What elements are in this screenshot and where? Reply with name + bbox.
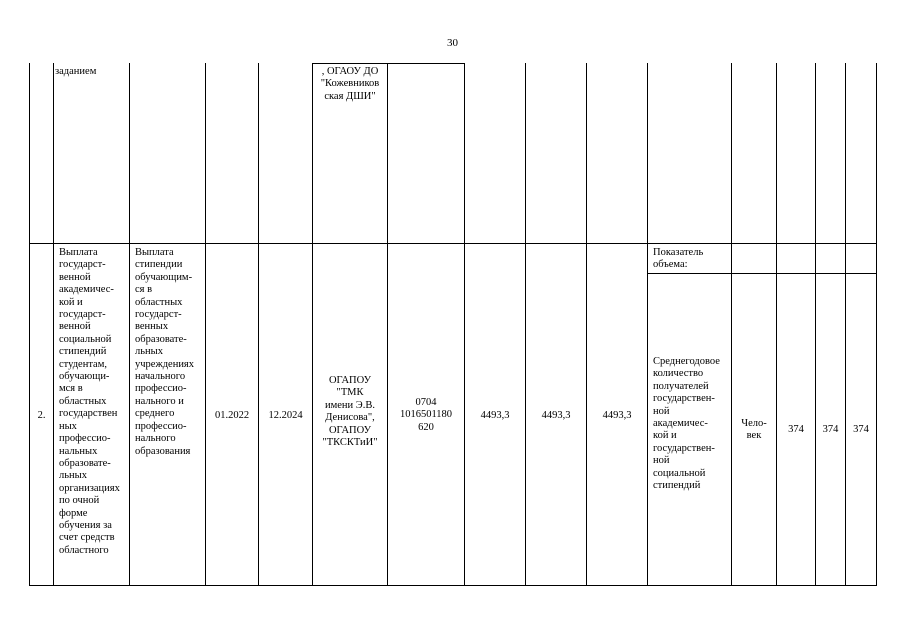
col-border-3 [205,63,206,586]
col-border-1 [53,63,54,586]
indicator-header: Показатель объема: [653,247,704,271]
col-border-11 [731,63,732,586]
indicator-value-1: 374 [788,424,804,435]
executor: ОГАПОУ "ТМК имени Э.В. Денисова", ОГАПОУ "ТКСКТиИ" [322,375,378,449]
indicator-value-3: 374 [853,424,869,435]
page-number: 30 [447,37,458,49]
indicator-name: Среднегодовое количество получателей государствен- ной академичес- кой и государствен- ной социальной стипендий [653,356,720,492]
col-border-5 [312,63,313,586]
event-description: Выплата стипендии обучающим- ся в областных государст- венных образовате- льных учреждениях начального профессио- нального и среднего профессио- нального образования [135,247,195,457]
unit: Чело- век [741,418,767,442]
end-date: 12.2024 [268,410,303,421]
amount-year-2: 4493,3 [541,410,571,421]
col-border-0 [29,63,30,586]
indicator-value-2: 374 [822,424,839,435]
col-border-9 [586,63,587,586]
start-date: 01.2022 [214,410,250,421]
table-top-line [313,63,464,64]
col-border-12 [776,63,777,586]
row-divider [29,243,876,244]
indicator-header-divider [648,273,876,274]
amount-year-1: 4493,3 [480,410,510,421]
continued-event-text: заданием [55,66,97,77]
budget-code: 0704 1016501180 620 [399,397,453,433]
col-border-10 [647,63,648,586]
col-border-6 [387,63,388,586]
table-bottom-line [29,585,876,586]
col-border-15 [876,63,877,586]
col-border-14 [845,63,846,586]
col-border-7 [464,63,465,586]
col-border-13 [815,63,816,586]
amount-year-3: 4493,3 [602,410,632,421]
col-border-4 [258,63,259,586]
continued-executor-text: , ОГАОУ ДО "Кожевников ская ДШИ" [320,66,380,102]
row-index: 2. [37,410,46,421]
col-border-8 [525,63,526,586]
col-border-2 [129,63,130,586]
event-name: Выплата государст- венной академичес- кой и государст- венной социальной стипендий студентам, обучающи- мся в областных государствен ных профессио- нальных образовате- льных организациях по очной форме обучения за счет средств областного [59,247,120,556]
